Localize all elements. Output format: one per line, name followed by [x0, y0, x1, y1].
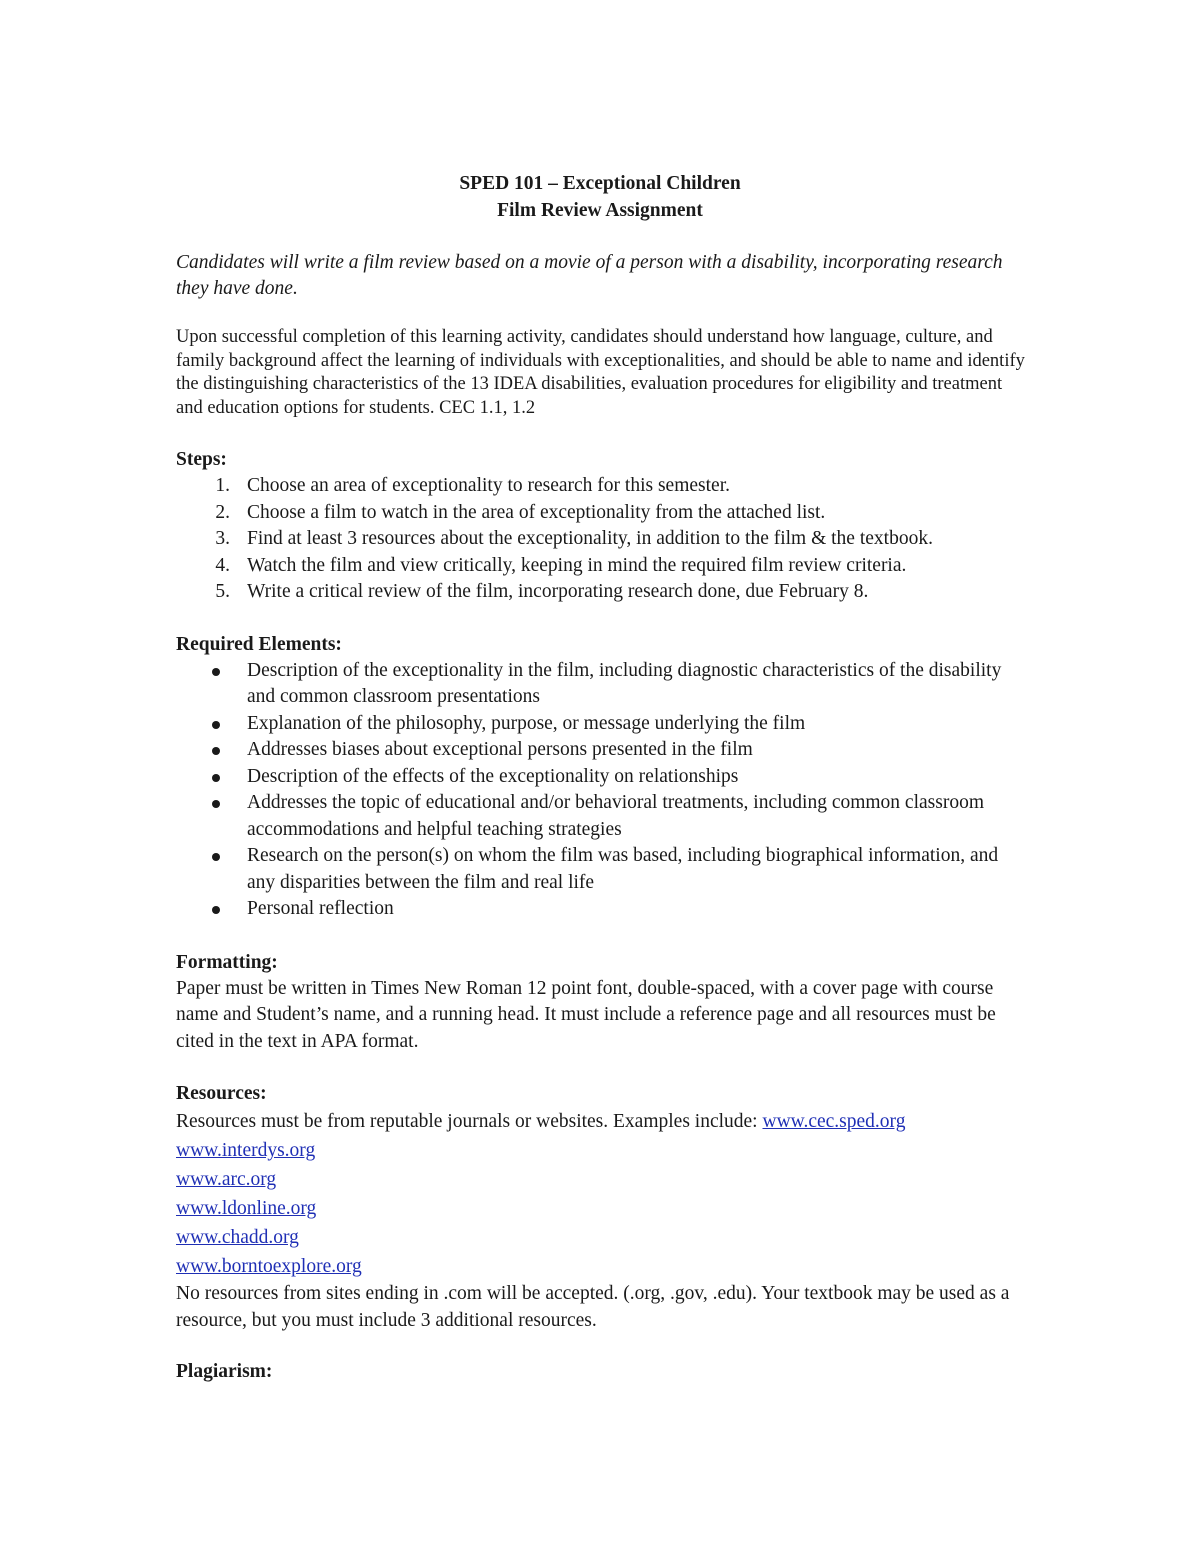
resource-link-arc[interactable]: www.arc.org	[176, 1169, 277, 1190]
step-text: Write a critical review of the film, incorporating research done, due February 8.	[247, 581, 869, 602]
plagiarism-heading: Plagiarism:	[176, 1361, 273, 1382]
bullet-icon	[212, 721, 220, 729]
formatting-heading: Formatting:	[176, 951, 278, 973]
step-item	[176, 553, 1026, 580]
title-block	[0, 170, 1200, 224]
step-number: 3.	[215, 528, 230, 549]
element-text: Research on the person(s) on whom the film was based, including biographical information, and any disparities between the film and real life	[247, 845, 999, 893]
resource-line	[176, 1165, 1026, 1194]
resource-link-cec[interactable]: www.cec.sped.org	[762, 1111, 906, 1132]
step-text: Choose a film to watch in the area of exceptionality from the attached list.	[247, 501, 826, 523]
step-item	[176, 526, 1026, 553]
resource-link-chadd[interactable]: www.chadd.org	[176, 1227, 299, 1248]
bullet-icon	[212, 853, 220, 861]
step-number: 5.	[215, 581, 230, 602]
resource-link-interdys[interactable]: www.interdys.org	[176, 1140, 316, 1161]
resource-line	[176, 1136, 1026, 1165]
step-text: Choose an area of exceptionality to research for this semester.	[247, 475, 730, 496]
intro-paragraph: Candidates will write a film review based on a movie of a person with a disability, incorporating research they have done.	[176, 252, 1003, 299]
resources-intro: Resources must be from reputable journals or websites. Examples include:	[176, 1111, 763, 1132]
element-item	[176, 896, 1026, 923]
course-title: SPED 101 – Exceptional Children	[459, 173, 741, 194]
element-item	[176, 764, 1026, 791]
formatting-paragraph: Paper must be written in Times New Roman 12 point font, double-spaced, with a cover page with course name and Student’s name, and a running head. It must include a reference page and all resources must be cited in the text in APA format.	[176, 977, 996, 1052]
resource-line	[176, 1194, 1026, 1223]
element-item	[176, 843, 1026, 896]
element-item	[176, 737, 1026, 764]
element-item	[176, 658, 1026, 711]
step-number: 1.	[215, 475, 230, 496]
bullet-icon	[212, 774, 220, 782]
step-text: Find at least 3 resources about the exceptionality, in addition to the film & the textbook.	[247, 528, 933, 549]
step-number: 2.	[215, 501, 230, 523]
assignment-title: Film Review Assignment	[497, 200, 703, 221]
bullet-icon	[212, 800, 220, 808]
resources-intro-line	[176, 1107, 1026, 1136]
document-body	[176, 250, 1026, 1385]
resources-heading: Resources:	[176, 1083, 267, 1104]
required-elements-heading: Required Elements:	[176, 633, 342, 655]
resource-link-ldonline[interactable]: www.ldonline.org	[176, 1198, 317, 1219]
bullet-icon	[212, 747, 220, 755]
step-text: Watch the film and view critically, keeping in mind the required film review criteria.	[247, 554, 907, 576]
element-text: Personal reflection	[247, 898, 394, 919]
step-item	[176, 473, 1026, 500]
step-item	[176, 500, 1026, 527]
resource-line	[176, 1252, 1026, 1281]
element-text: Description of the exceptionality in the film, including diagnostic characteristics of the disability and common classroom presentations	[247, 659, 1002, 707]
bullet-icon	[212, 906, 220, 914]
resource-link-borntoexplore[interactable]: www.borntoexplore.org	[176, 1256, 362, 1277]
objective-paragraph: Upon successful completion of this learning activity, candidates should understand how language, culture, and family background affect the learning of individuals with exceptionalities, and should be able to name and identify the distinguishing characteristics of the 13 IDEA disabilities, evaluation procedures for eligibility and treatment and education options for students. CEC 1.1, 1.2	[176, 327, 1025, 418]
step-item	[176, 579, 1026, 606]
steps-heading: Steps:	[176, 449, 227, 470]
element-item	[176, 711, 1026, 738]
element-text: Description of the effects of the exceptionality on relationships	[247, 765, 739, 787]
step-number: 4.	[215, 554, 230, 576]
element-item	[176, 790, 1026, 843]
element-text: Addresses biases about exceptional persons presented in the film	[247, 739, 753, 760]
steps-list	[176, 473, 1026, 606]
element-text: Addresses the topic of educational and/or behavioral treatments, including common classroom accommodations and helpful teaching strategies	[247, 792, 985, 840]
required-elements-list	[176, 658, 1026, 923]
bullet-icon	[212, 668, 220, 676]
element-text: Explanation of the philosophy, purpose, or message underlying the film	[247, 712, 806, 734]
resources-note: No resources from sites ending in .com will be accepted. (.org, .gov, .edu). Your textbook may be used as a resource, but you must include 3 additional resources.	[176, 1283, 1010, 1331]
resource-line	[176, 1223, 1026, 1252]
